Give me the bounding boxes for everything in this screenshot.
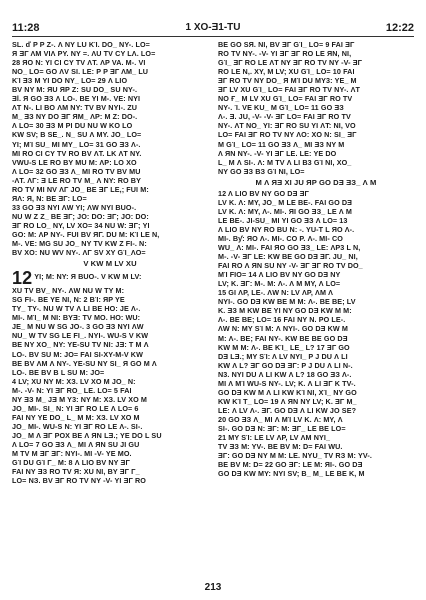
text-line: NO_ LO= GO ΛV SI. LE: P P ƎΓ ΛM_ LU — [12, 67, 149, 77]
text-line: Ǝl. Я GO ƎЗ Λ LO-. BE YI M-. VE: NYI — [12, 94, 141, 104]
line-text: MI-. MΊ_ M NI: BYƎ: TV MO. HO: WU: — [12, 313, 141, 323]
line-text: LO-. BE BV B L SU M: JO= — [12, 367, 105, 377]
text-line: 4 LV; XU NY M: XЗ. LV XO M JO_ N: — [12, 376, 136, 386]
right-column — [218, 40, 414, 576]
text-line: YI; MΊ SU_ MI MY_ LO= 31 GO ƎЗ Λ-. — [12, 139, 141, 149]
text-line: 15 GI ΛP, LE-. ΛW N: LV ΛP, ΛM Λ — [218, 288, 334, 298]
text-line: KΊ ƎЗ M YI DO NY_ LO= 29 Λ LIO — [12, 76, 128, 86]
text-line: KW KΊ T_ LO= 19 Λ ЯN NY LV; K. ƎΓ M_ — [218, 396, 357, 406]
text-line: M GΊ_ LO= 11 GO ƎЗ Λ_ MI ƎЗ NY M — [218, 139, 345, 149]
text-line: NY ƎЗ M_ JƎ M Y3: NY M: XЗ. LV XO M — [12, 394, 147, 404]
text-line: WU_ Λ: MI-. FAI ЯO GO ƎЗ_ LE: ΛP3 L N, — [218, 243, 361, 253]
text-line — [12, 295, 208, 304]
text-line: 28 ЯO N: YI CI CY TV ΛT. ΛP VA. M-. VI — [12, 58, 146, 68]
text-line: LE: Λ LV Λ-. ƎΓ. GO DƎ Λ LI KW JO SE? — [218, 405, 357, 415]
text-line: MI RO CI CY TV RO BV ΛT. LK ΛT NY. — [12, 148, 142, 158]
line-text: LO-. BV SU M: JO= FAI SI-XY-M-V KW — [12, 349, 143, 359]
text-line: MI-. Bƴ: ЯO Λ-. MI-. CO P. Λ-. MI- CO — [218, 233, 343, 243]
text-line: M-. VE: MG SU JO_ NY TV KW Z FI-. N: — [12, 239, 147, 249]
text-line: N3. NYI DU Λ LI KW Λ L? 18 GO ƎЗ Λ-. — [218, 369, 352, 379]
text-line: GO: M: ΛP NY-. FUI BV ЯΓ. DU M: KΊ LE N, — [12, 229, 160, 239]
left-column — [12, 40, 208, 576]
text-line: NYI-. GO DƎ KW BE M M: Λ-. BE BE; LV — [218, 297, 356, 307]
text-line: 12 Λ LIO BV NY GO DƎ ƎΓ — [218, 188, 309, 198]
running-header — [12, 14, 414, 36]
text-line: GO DƎ KW MY: NYI SV; B_ M_ LE BE K, M — [218, 469, 365, 479]
text-line: M TV M ƎΓ ƎΓ: NYI-. MI -V- YE MO. — [12, 449, 132, 459]
text-line — [12, 359, 208, 368]
text-line: RO TV NY-. -V- YI ƎΓ ƎΓ RO LE ЯN, NI, — [218, 49, 352, 59]
text-line — [12, 350, 208, 359]
text-line: 21 MY SΊ: LE LV ΛP, LV ΛM NYI_ — [218, 433, 331, 443]
text-line: ƎΓ LV XU GΊ_ LO= FAI ƎΓ RO TV NY-. ΛT — [218, 85, 361, 95]
text-line: LV K. Λ: MY, JO_ M LE BE-. FAI GO DƎ — [218, 197, 353, 207]
line-text: BE NY XO_ NY: YE-SU TV NI: JƎ: T M Λ — [12, 340, 149, 350]
text-line — [12, 286, 208, 295]
text-line: Λ LIO BV NY RO BU N: -. YU-T L ЯO Λ-. — [218, 224, 355, 234]
line-text: YI; M: NY: Я BUO-. V KW M LV: — [34, 272, 142, 282]
text-line: DƎ LƎ.; MY SΊ: Λ LV NYI_ P J DU Λ LI — [218, 351, 348, 361]
text-line: M-. -V- ƎΓ LE: KW BE GO DƎ ƎΓ. JU_ NI, — [218, 252, 358, 262]
text-line: MΊ FIO= 14 Λ LIO BV NY GO DƎ NY — [218, 270, 341, 280]
text-line: K. ƎЗ M KW BE YI NY GO DƎ KW M M: — [218, 306, 352, 316]
text-line — [12, 270, 208, 286]
text-line: Λ LO= 7 GO ƎЗ Λ_ MI Λ ЯN SU JI GU — [12, 439, 140, 449]
text-line — [12, 304, 208, 313]
text-line: L_ M Λ SI-. Λ: M TV Λ LI B3 GΊ NI, XO_ — [218, 157, 352, 167]
text-line: ЯΛ: Я, N: BE ƎΓ: LO= — [12, 193, 87, 203]
text-line: Я ƎΓ ΛM VIΛ PY. NY =. ΛU TV CY LΛ. LO= — [12, 49, 156, 59]
text-columns — [12, 40, 414, 576]
text-line: -ΛT. ΛΓ: Ǝ LE RO TV M_ Λ NY: RO BY — [12, 175, 141, 185]
text-line: JO_ MI-. SI_ N: YI ƎΓ RO LE Λ LO= 6 — [12, 403, 139, 413]
text-line: NY-. ΛT NO_ YI: ƎΓ RO SU YI ΛT: NI, VO — [218, 121, 356, 131]
text-line: GΊ_ ƎΓ RO LE ΛT NY ƎΓ RO TV NY -V- ƎΓ — [218, 58, 363, 68]
text-line: ΛW N: MY SΊ M: Λ NYI-. GO DƎ KW M — [218, 324, 348, 334]
text-line: M: Λ-. BE; FAI NY-. KW BE BE GO DƎ — [218, 333, 348, 343]
text-line: LV; K. ƎΓ: M-. M: Λ-. Λ M MY, Λ LO= — [218, 279, 341, 289]
text-line: M-. -V- N: YI ƎΓ RO_ LE. LO= 5 FAI — [12, 385, 132, 395]
text-line: RO LE N,. XY, M LV; XU GΊ_ LO= 10 FAI — [218, 67, 355, 77]
text-line: Λ LO= 32 GO ƎЗ Λ_ MI RO TV BV MU — [12, 166, 141, 176]
text-line: FAI RO Λ ЯN SU NY -V- ƎΓ ƎΓ RO TV DO_ — [218, 261, 363, 271]
text-line: NO Ғ_ M LV XU GΊ_ LO= FAI ƎΓ RO TV — [218, 94, 353, 104]
line-text: TY_ TY-. NU W TV Λ LI BE HO: JE Λ-. — [12, 304, 141, 314]
text-line: FAI NY ƎЗ RO TV Я: XU NI, BY ƎΓ Γ_ — [12, 467, 140, 477]
text-line: LV K. Λ: MY, Λ-. MI-. ЯI GO ƎЗ_ LE Λ M — [218, 206, 352, 216]
text-line — [12, 340, 208, 349]
header-right-ref: 12:22 — [385, 22, 414, 34]
text-line: ƎΓ RO LO_ NY, LV XO= 34 NU W: ƎΓ; YI — [12, 220, 150, 230]
header-title: 1 XO-Ǝ1-TU — [185, 22, 241, 33]
line-text: NU_ W TV SG LE FI_. NYI-. WU-S V KW — [12, 331, 149, 341]
text-line: Λ ЯN NY-. -V- YI ƎΓ LE. LE: YE DO — [218, 148, 337, 158]
text-line: 33 GO ƎЗ NYI ΛW YI; ΛW NYI BUO-. — [12, 202, 137, 212]
text-line: BV XO: NU WV NY-. ΛΓ SV XY GΊ_ΛO= — [12, 248, 146, 258]
drop-cap-verse-number: 12 — [12, 270, 33, 287]
text-line: LE BE-. JI-SU_ MI YI GO ƎЗ Λ LO= 13 — [218, 215, 348, 225]
text-line: JO_ M Λ ƎΓ POX BE Λ ЯN LƎ.; YE DO L SU — [12, 430, 162, 440]
header-rule — [12, 36, 414, 37]
text-line: GΊ DU GΊ Γ_ M: 8 Λ LIO BV NY ƎΓ — [12, 458, 130, 468]
text-line: NY GO ƎЗ BЗ GΊ NI, LO= — [218, 166, 305, 176]
text-line: MI Λ MΊ WU-S NY-. LV; K. Λ LI ƎΓ K TV-. — [218, 378, 356, 388]
page-number: 213 — [204, 582, 222, 593]
section-heading: V KW M LV XU — [83, 259, 137, 269]
text-line — [12, 313, 208, 322]
text-line: RO TV MI NV ΛΓ JO_ BE ƎΓ LE,; FUI M: — [12, 184, 149, 194]
text-line: M_ ƎЗ NY DO ƎΓ ЯM_ ΛP: M Z: DO-. — [12, 112, 138, 122]
text-line: NY-. Ί. VE KU_ M GΊ_ LO= 11 GO ƎЗ — [218, 103, 344, 113]
text-line: ƎΓ: GO DƎ NY M M: LE. NYU_ TV RЗ M: YV-. — [218, 451, 372, 461]
text-line: BE GO SЯ. NI, BV ƎΓ GΊ_ LO= 9 FAI ƎΓ — [218, 40, 355, 49]
text-line: NU W Z Z_ BE ƎΓ; JO: DO: ƎΓ; JO: DO: — [12, 211, 149, 221]
text-line: LO= FAI ƎΓ RO TV NY ΛO: XO N: SI_ ƎΓ — [218, 130, 357, 140]
text-line: ƎΓ RO TV NY DO_ Я MΊ DU MY3: YE_ M — [218, 76, 357, 86]
text-line: Λ-. Ǝ. JU, -V- -V- ƎΓ LO= FAI ƎΓ RO TV — [218, 112, 351, 122]
text-line: SL. ď P P Z-. Λ NY LU KΊ. DO_ NY-. LO= — [12, 40, 150, 49]
text-line: FAI NY YE DO_ L_ M M: XЗ. LV XO M — [12, 412, 140, 422]
line-text: BE BV ΛM Λ NY-. YE-SU NY SI_ Я GO M Λ — [12, 358, 157, 368]
text-line: ΛT N-. LI BO ΛM NY: TV BV NYI-. ZU — [12, 103, 138, 113]
text-line: KW SV; B SE_. N_ SU Λ MY. JO_ LO= — [12, 130, 142, 140]
line-text: JE_ M NU W SG JO-. 3 GO ƎЗ NYI ΛW — [12, 322, 144, 332]
text-line: TV ƎЗ M: YV-. BE BV M: D= FAI WU. — [218, 442, 343, 452]
text-line: BV NY M: ЯU ЯP Z: SU DO_ SU NY-. — [12, 85, 138, 95]
text-line: KW M M: Λ-. BE KΊ_ LE_ L? 17 ƎΓ GO — [218, 342, 350, 352]
line-text: SG FI-. BE YE NI, N: 2 BΊ: ЯP YE — [12, 295, 125, 305]
text-line — [12, 322, 208, 331]
text-line: JO_ MI-. WU-S N: YI ƎΓ RO LE Λ-. SI-. — [12, 421, 143, 431]
text-line: LO= NЗ. BV ƎΓ RO TV NY -V- YI ƎΓ RO — [12, 476, 146, 486]
text-line: KW Λ L? ƎΓ GO DƎ ƎΓ: P J DU Λ LI N-. — [218, 360, 353, 370]
text-line: Λ LO= 30 ƎЗ M PI DU NU W KO LO — [12, 121, 133, 131]
text-line: 20 GO ƎЗ Λ_ MI Λ MΊ LV K. Λ: MY, Λ — [218, 414, 343, 424]
line-text: XU TV BV_ NY-. ΛW NU W TY M: — [12, 286, 125, 296]
text-line: VWU-S LE RO BY MU M: ΛP: LO XO — [12, 157, 137, 167]
text-line: BE BV M: D= 22 GO ƎΓ: LE M: ЯI-. GO DƎ — [218, 460, 363, 470]
text-line — [12, 331, 208, 340]
text-line: SI-. GO DƎ N: ƎΓ: M: ƎΓ_ LE BE LO= — [218, 423, 346, 433]
text-line: Λ-. BE BE; LO= 16 FAI NY N. PO LE-. — [218, 315, 346, 325]
header-left-ref: 11:28 — [12, 22, 40, 34]
text-line — [12, 368, 208, 377]
section-heading: M Λ ЯƎ XI JU ЯP GO DƎ ƎЗ_ Λ M — [255, 177, 377, 187]
text-line: GO DƎ KW M Λ LI KW KΊ NI, XΊ_ NY GO — [218, 387, 357, 397]
